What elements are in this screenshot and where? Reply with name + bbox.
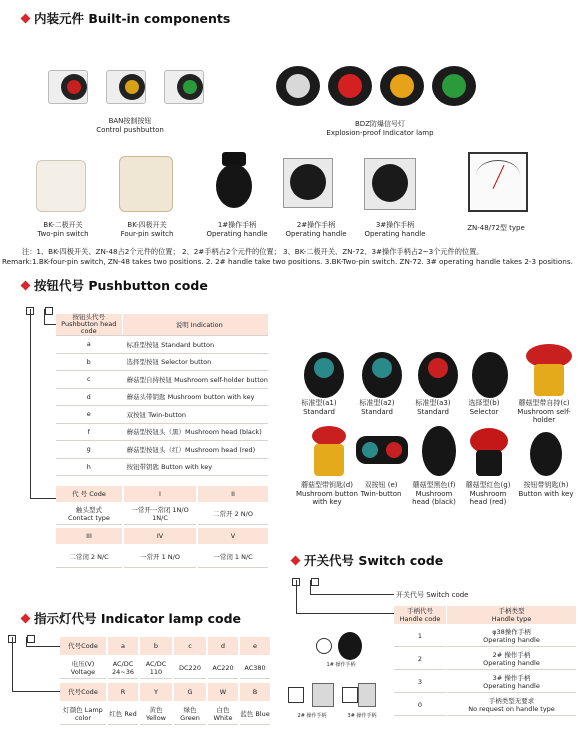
table-row: 手柄类型无要求 No request on handle type: [447, 695, 576, 716]
handle1-image: [214, 152, 254, 212]
table-row: 2# 操作手柄 Operating handle: [447, 649, 576, 670]
connector-line: [44, 309, 45, 325]
photo-caption-h: 按钮带钥匙(h) Button with key: [518, 481, 574, 498]
handle1-sketch-image: [316, 632, 364, 662]
connector-line: [12, 637, 13, 692]
table-row: h 按钮带钥匙 Button with key: [56, 458, 268, 476]
photo-caption-e: 双按钮 (e) Twin-button: [360, 481, 402, 498]
diamond-bullet-icon: [21, 281, 31, 291]
switch-title: 开关代号 Switch code: [292, 551, 443, 569]
pushbutton-photos-row2: [298, 422, 583, 478]
handle2-image: [283, 150, 333, 208]
photo-caption-c: 蘑菇型带自持(c) Mushroom self-holder: [517, 399, 571, 424]
photo-caption-f: 蘑菇型黑色(f) Mushroom head (black): [412, 481, 456, 506]
connector-line: [310, 594, 394, 595]
indicator-lamp-image: [276, 64, 476, 108]
contact-type-grid: 代 号 Code I II 触头型式 Contact type 一常开一常闭 1N/O 1N/C 二常开 2 N/O III IV V 二常闭 2 N/C 一常开 1 N/O 一常闭 1 N/C: [56, 486, 268, 570]
diamond-bullet-icon: [21, 14, 31, 24]
handle1-sketch-caption: 1# 操作手柄: [326, 662, 356, 668]
photo-caption-d: 蘑菇型带钥匙(d) Mushroom button with key: [296, 481, 358, 506]
note-cn: 注：1、BK-四极开关、ZN-48占2个元件的位置； 2、2#手柄占2个元件的位置； 3、BK-二极开关、ZN-72、3#操作手柄占2~3个元件的位置。: [22, 247, 484, 256]
table-row: a 标准型按钮 Standard button: [56, 336, 268, 354]
photo-caption-a1: 标准型(a1) Standard: [301, 399, 337, 416]
pushbutton-title: 按钮代号 Pushbutton code: [22, 276, 208, 294]
handle3-caption: 3#操作手柄 Operating handle: [364, 221, 426, 238]
code-box: [27, 635, 35, 643]
two-pin-switch-image: [36, 160, 86, 212]
control-pushbutton-image: [48, 66, 208, 110]
code-box: [45, 307, 53, 315]
handle2-caption: 2#操作手柄 Operating handle: [285, 221, 347, 238]
indicator-lamp-caption: BDZ防爆信号灯 Explosion-proof Indicator lamp: [326, 120, 434, 137]
two-pin-switch-caption: BK-二极开关 Two-pin switch: [37, 221, 89, 238]
handle23-sketch-image: [288, 683, 378, 713]
meter-image: [468, 152, 528, 212]
handle-code-header: 手柄代号 Handle code: [394, 606, 446, 624]
contact-type-label: 触头型式 Contact type: [56, 503, 122, 525]
pushbutton-head-table: [56, 314, 268, 476]
diamond-bullet-icon: [291, 556, 301, 566]
handle1-caption: 1#操作手柄 Operating handle: [206, 221, 268, 238]
builtin-title: 内装元件 Built-in components: [22, 9, 230, 27]
table-row: c 蘑菇型自持按钮 Mushroom self-holder button: [56, 371, 268, 389]
meter-caption: ZN-48/72型 type: [467, 224, 525, 232]
connector-line: [44, 324, 56, 325]
indicator-lamp-table: 代号Code a b c d e 电压(V) Voltage AC/DC 24~36 AC/DC 110 DC220 AC220 AC380 代号Code R Y G W B 灯颜色 Lamp color 红色 Red 黄色 Yellow 绿色 Green 白色 White 蓝色 Blue: [60, 637, 270, 725]
four-pin-switch-caption: BK-四极开关 Four-pin switch: [120, 221, 174, 238]
table-row: d 蘑菇头带钥匙 Mushroom button with key: [56, 388, 268, 406]
connector-line: [296, 580, 297, 614]
switch-handle-table: 手柄代号 Handle code 手柄类型 Handle type 1 φ38操作手柄 Operating handle 2 2# 操作手柄 Operating handle 3 3# 操作手柄 Operating handle 0 手柄类型无要求 No request on handle type: [394, 606, 576, 718]
switch-code-label: 开关代号 Switch code: [396, 591, 469, 599]
connector-line: [26, 646, 60, 647]
handle3-image: [364, 152, 416, 210]
note-en: Remark:1.BK-four-pin switch, ZN-48 takes two positions. 2. 2# handle take two positions. 3.BK-Two-pin switch. ZN-72. 3# operating handle takes 2-3 positions.: [2, 257, 573, 266]
table-row: b 选择型按钮 Selector button: [56, 353, 268, 371]
photo-caption-a2: 标准型(a2) Standard: [359, 399, 395, 416]
photo-caption-b: 选择型(b) Selector: [468, 399, 500, 416]
connector-line: [310, 580, 311, 594]
photo-caption-g: 蘑菇型红色(g) Mushroom head (red): [465, 481, 511, 506]
table-row: e 双按钮 Twin-button: [56, 406, 268, 424]
table-row: f 蘑菇型按钮头（黑）Mushroom head (black): [56, 423, 268, 441]
handle3-sketch-caption: 3# 操作手柄: [347, 713, 377, 719]
connector-line: [296, 613, 394, 614]
table-row: φ38操作手柄 Operating handle: [447, 626, 576, 647]
connector-line: [30, 498, 56, 499]
control-pushbutton-caption: BAN按制按钮 Control pushbutton: [96, 117, 164, 134]
connector-line: [30, 309, 31, 499]
table-row: 3# 操作手柄 Operating handle: [447, 672, 576, 693]
indicator-title: 指示灯代号 Indicator lamp code: [22, 609, 241, 627]
code-box: [311, 578, 319, 586]
handle-type-header: 手柄类型 Handle type: [447, 606, 576, 624]
head-code-header: 按钮头代号 Pushbutton head code: [56, 314, 122, 336]
pushbutton-photos-row1: [298, 344, 583, 400]
four-pin-switch-image: [119, 156, 173, 212]
table-header-row: [56, 314, 268, 336]
table-row: g 蘑菇型按钮头（红）Mushroom head (red): [56, 441, 268, 459]
handle2-sketch-caption: 2# 操作手柄: [297, 713, 327, 719]
indication-header: 说明 Indication: [122, 314, 268, 336]
photo-caption-a3: 标准型(a3) Standard: [415, 399, 451, 416]
connector-line: [12, 691, 60, 692]
diamond-bullet-icon: [21, 614, 31, 624]
